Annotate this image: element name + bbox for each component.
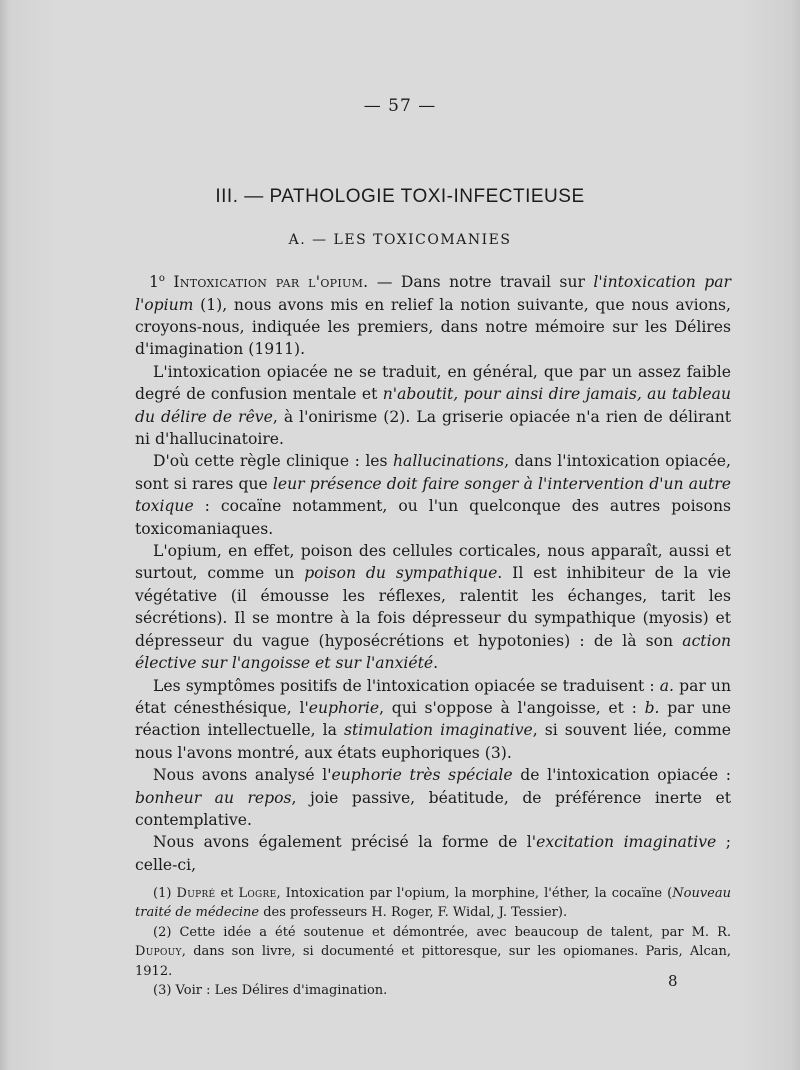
author-name: Logre <box>238 886 277 901</box>
text-fragment: ; celle-ci, <box>135 833 731 874</box>
text-fragment: — Dans notre travail sur <box>368 273 594 292</box>
italic-text: n'aboutit, pour ainsi dire jamais, au tableau du délire de rêve <box>135 385 731 426</box>
ordinal-mark: o <box>158 273 165 284</box>
section-heading: Intoxication par l'opium. <box>173 273 369 292</box>
paragraph-5 <box>135 675 731 765</box>
paragraph-2 <box>135 361 731 451</box>
paragraph-1 <box>135 268 731 361</box>
text-fragment: par un état cénesthésique, l' <box>135 676 732 717</box>
text-fragment: et <box>215 886 239 901</box>
italic-text: a. <box>659 676 674 695</box>
section-title: III. — PATHOLOGIE TOXI-INFECTIEUSE <box>215 186 585 207</box>
text-fragment: (3) Voir : Les Délires d'imagination. <box>153 983 388 999</box>
text-fragment: par une réaction intellectuelle, la <box>135 698 731 740</box>
text-fragment: . <box>433 654 439 673</box>
text-fragment: , à l'onirisme (2). La griserie opiacée n'a rien de délirant ni d'hallucinatoire. <box>135 407 731 449</box>
text-fragment: des professeurs H. Roger, F. Widal, J. Tessier). <box>259 905 568 921</box>
italic-text: stimulation imaginative <box>343 721 533 740</box>
subsection-title: A. — LES TOXICOMANIES <box>288 232 512 248</box>
paragraph-3 <box>135 450 731 540</box>
italic-text: l'intoxication par l'opium <box>135 273 731 314</box>
text-fragment: (2) Cette idée a été soutenue et démontrée, avec beaucoup de talent, par M. R. <box>153 924 731 940</box>
text-fragment: : cocaïne notamment, ou l'un quelconque des autres poisons toxicomaniaques. <box>135 497 731 538</box>
text-fragment: , joie passive, béatitude, de préférence inerte et contemplative. <box>135 788 731 829</box>
text-fragment: D'où cette règle clinique : les <box>153 452 393 471</box>
text-fragment: Nous avons également précisé la forme de l' <box>153 833 537 852</box>
body-text <box>135 268 731 876</box>
paragraph-4 <box>135 540 731 674</box>
author-name: Dupré <box>176 886 216 901</box>
italic-text: excitation imaginative <box>536 833 717 852</box>
italic-text: bonheur au repos <box>135 788 292 807</box>
text-fragment: , si souvent liée, comme nous l'avons montré, aux états euphoriques (3). <box>135 721 731 762</box>
italic-text: b. <box>644 698 660 717</box>
footnote-1 <box>135 884 731 923</box>
paragraph-6 <box>135 764 731 831</box>
text-fragment: Nous avons analysé l' <box>153 766 332 785</box>
text-fragment: Les symptômes positifs de l'intoxication opiacée se traduisent : <box>153 676 660 695</box>
paragraph-7 <box>135 831 731 876</box>
text-fragment: , qui s'oppose à l'angoisse, et : <box>379 698 645 717</box>
signature-number: 8 <box>668 972 678 990</box>
text-fragment: L'intoxication opiacée ne se traduit, en général, que par un assez faible degré de confusion mentale et <box>135 362 731 404</box>
italic-text: Nouveau traité de médecine <box>135 886 731 921</box>
text-fragment: , dans son livre, si documenté et pittoresque, sur les opiomanes. Paris, Alcan, 1912. <box>135 944 731 979</box>
page-number: — 57 — <box>363 96 437 116</box>
author-name: Dupouy <box>135 944 182 960</box>
italic-text: euphorie <box>308 698 380 717</box>
footnotes <box>135 884 731 1000</box>
text-fragment: , Intoxication par l'opium, la morphine, l'éther, la cocaïne ( <box>276 886 673 901</box>
italic-text: leur présence doit faire songer à l'intervention d'un autre toxique <box>135 474 731 516</box>
section-number: 1 <box>149 273 159 292</box>
text-fragment: . Il est inhibiteur de la vie végétative (il émousse les réflexes, ralentit les échanges, tarit les sécrétions). Il se montre à la fois dépresseur du sympathique (myosis) et dépresseur du vague (hyposécrétions et hypotonies) : de là son <box>135 564 731 650</box>
text-fragment: (1), nous avons mis en relief la notion suivante, que nous avions, croyons-nous, indiquée les premiers, dans notre mémoire sur les Délires d'imagination (1911). <box>135 295 731 359</box>
italic-text: action élective sur l'angoisse et sur l'anxiété <box>135 631 731 673</box>
text-fragment: (1) <box>153 886 177 901</box>
footnote-3 <box>135 981 731 1000</box>
italic-text: euphorie très spéciale <box>331 766 513 785</box>
footnote-2 <box>135 923 731 981</box>
italic-text: poison du sympathique <box>304 564 498 583</box>
text-fragment: , dans l'intoxication opiacée, sont si rares que <box>135 452 731 493</box>
text-fragment: de l'intoxication opiacée : <box>512 766 731 785</box>
text-fragment: L'opium, en effet, poison des cellules corticales, nous apparaît, aussi et surtout, comme un <box>135 542 731 583</box>
italic-text: hallucinations <box>393 452 505 471</box>
